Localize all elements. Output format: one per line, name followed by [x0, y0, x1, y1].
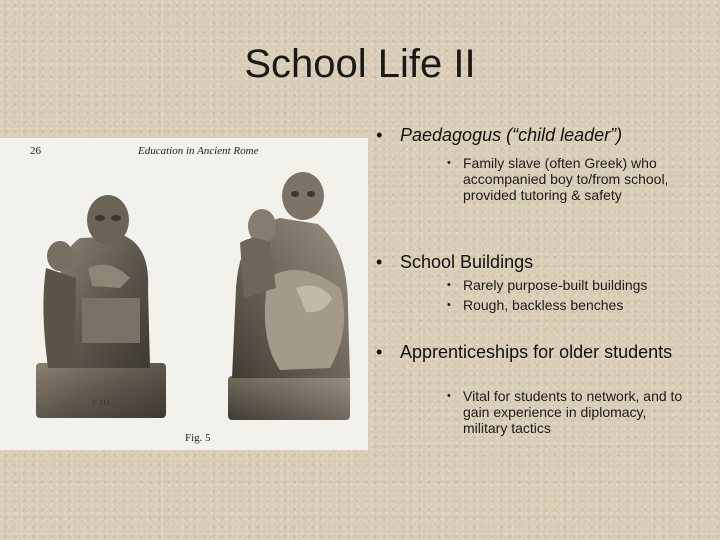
sub-bullet-dot: • [447, 279, 451, 291]
bullet-text: Apprenticeships for older students [400, 342, 673, 362]
sub-bullet-text: Rarely purpose-built buildings [463, 277, 648, 293]
book-page-number: 26 [30, 145, 41, 157]
scanned-book-page-photo [0, 138, 368, 450]
sub-bullet-dot: • [447, 390, 451, 402]
sub-bullet-text: Vital for students to network, and to gain experience in diplomacy, military tactics [463, 388, 683, 436]
bullet-dot: • [376, 252, 383, 272]
terracotta-figurines-image [0, 138, 368, 450]
sub-bullet-dot: • [447, 157, 451, 169]
slide-title: School Life II [244, 42, 476, 86]
plate-label: C 214 [93, 399, 110, 407]
sub-bullet-text: Rough, backless benches [463, 297, 624, 313]
sub-bullet-dot: • [447, 299, 451, 311]
bullet-text: School Buildings [400, 252, 534, 272]
bullet-text: Paedagogus (“child leader”) [400, 125, 623, 145]
sub-bullet-text: Family slave (often Greek) who accompanied boy to/from school, provided tutoring & safety [463, 155, 669, 203]
right-figurine [228, 172, 350, 420]
bullet-dot: • [376, 125, 383, 145]
book-running-head: Education in Ancient Rome [138, 145, 259, 157]
bullet-dot: • [376, 342, 383, 362]
figure-caption: Fig. 5 [185, 432, 211, 444]
left-figurine [36, 195, 166, 418]
